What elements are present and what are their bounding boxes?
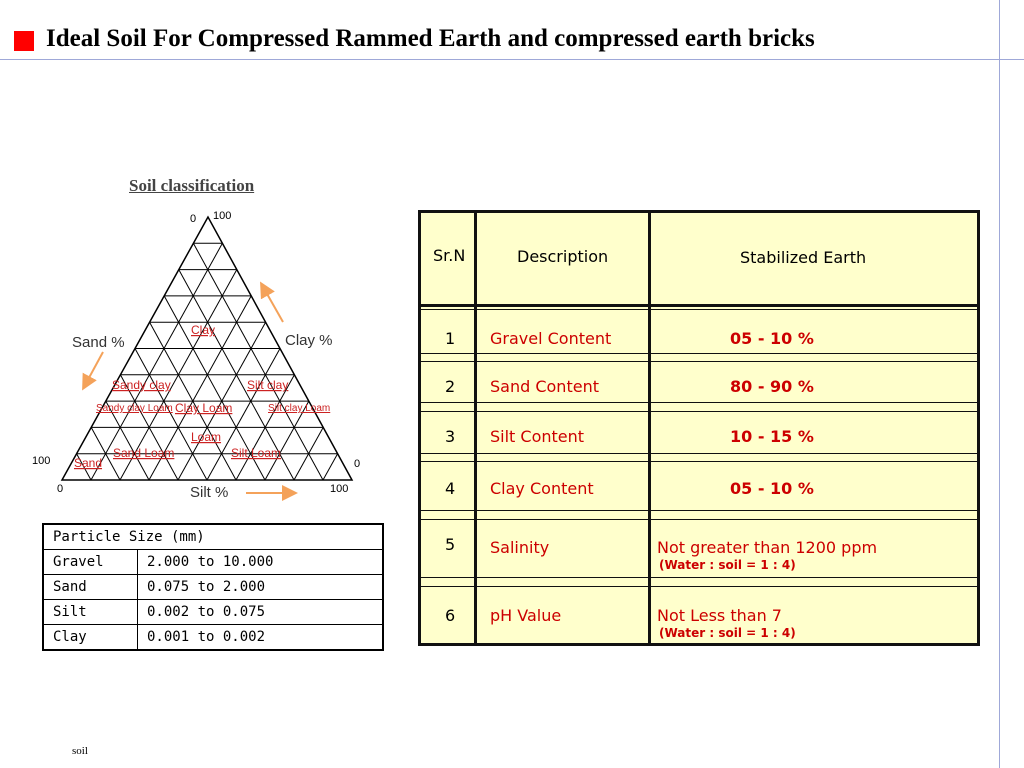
- row-divider: [421, 519, 977, 520]
- row-value: 05 - 10 %: [730, 479, 814, 498]
- particle-range: 0.001 to 0.002: [138, 625, 384, 651]
- particle-range: 0.075 to 2.000: [138, 575, 384, 600]
- row-number: 5: [445, 535, 456, 554]
- region-sandy-clay: Sandy clay: [112, 378, 171, 392]
- table-row: [43, 550, 383, 575]
- row-description: Gravel Content: [490, 329, 612, 348]
- row-number: 3: [445, 427, 456, 446]
- row-divider: [421, 411, 977, 412]
- particle-range: 0.002 to 0.075: [138, 600, 384, 625]
- region-sandy-clay-loam: Sandy clay Loam: [96, 403, 173, 414]
- row-description: Clay Content: [490, 479, 594, 498]
- region-loam: Loam: [191, 430, 222, 444]
- region-silt-clay-loam: Silt clay Loam: [268, 403, 331, 414]
- corner-bottom-right: 100: [330, 483, 349, 495]
- sand-axis-arrow: [84, 352, 103, 387]
- row-divider: [421, 353, 977, 354]
- row-value: 10 - 15 %: [730, 427, 814, 446]
- region-silt-clay: Silt clay: [247, 378, 289, 392]
- row-divider: [421, 453, 977, 454]
- grid-line: [193, 243, 323, 480]
- row-value: Not greater than 1200 ppm: [657, 538, 878, 557]
- region-clay-loam: Clay Loam: [175, 401, 233, 415]
- region-silt-loam: Silt Loam: [231, 446, 282, 460]
- table-row: [43, 625, 383, 651]
- column-divider: [474, 213, 477, 643]
- row-description: Silt Content: [490, 427, 585, 446]
- corner-right-low: 0: [354, 458, 361, 470]
- row-number: 2: [445, 377, 456, 396]
- clay-axis-label: Clay %: [285, 332, 333, 349]
- corner-top-left: 0: [190, 213, 197, 225]
- row-value: 80 - 90 %: [730, 377, 814, 396]
- triangle-caption: Soil classification: [129, 176, 255, 195]
- row-divider: [421, 361, 977, 362]
- stabilized-earth-table: [418, 210, 980, 646]
- row-description: Sand Content: [490, 377, 599, 396]
- row-number: 4: [445, 479, 456, 498]
- table-row: [43, 575, 383, 600]
- row-number: 6: [445, 606, 456, 625]
- clay-axis-arrow: [262, 285, 283, 322]
- row-value: 05 - 10 %: [730, 329, 814, 348]
- row-note: (Water : soil = 1 : 4): [659, 626, 796, 640]
- soil-texture-triangle: [0, 195, 400, 510]
- row-divider: [421, 309, 977, 310]
- region-clay: Clay: [191, 323, 216, 337]
- particle-name: Sand: [43, 575, 138, 600]
- table-row: [43, 600, 383, 625]
- grid-line: [91, 243, 222, 480]
- row-note: (Water : soil = 1 : 4): [659, 558, 796, 572]
- title-divider: [0, 59, 1024, 60]
- silt-axis-label: Silt %: [190, 484, 229, 501]
- sand-axis-label: Sand %: [72, 334, 125, 351]
- corner-top-right: 100: [213, 210, 232, 222]
- row-number: 1: [445, 329, 456, 348]
- region-sand-loam: Sand Loam: [113, 446, 175, 460]
- particle-name: Gravel: [43, 550, 138, 575]
- particle-size-table: [42, 523, 384, 651]
- row-value: Not Less than 7: [657, 606, 782, 625]
- row-divider: [421, 577, 977, 578]
- title-bullet: [14, 31, 34, 51]
- row-description: pH Value: [490, 606, 562, 625]
- particle-table-header: Particle Size (mm): [43, 524, 383, 550]
- header-description: Description: [517, 247, 609, 266]
- row-description: Salinity: [490, 538, 550, 557]
- corner-bottom-left: 0: [57, 483, 64, 495]
- particle-table-header-row: [43, 524, 383, 550]
- grid-line: [323, 454, 338, 480]
- header-srn: Sr.N: [433, 246, 466, 265]
- header-stabilized-earth: Stabilized Earth: [740, 248, 867, 267]
- corner-left-low: 100: [32, 455, 51, 467]
- particle-name: Clay: [43, 625, 138, 651]
- particle-range: 2.000 to 10.000: [138, 550, 384, 575]
- region-sand: Sand: [74, 456, 103, 470]
- row-divider: [421, 586, 977, 587]
- row-divider: [421, 510, 977, 511]
- row-divider: [421, 402, 977, 403]
- row-divider: [421, 461, 977, 462]
- column-divider: [648, 213, 651, 643]
- slide-title: Ideal Soil For Compressed Rammed Earth and compressed earth bricks: [46, 25, 815, 52]
- slide-footer: soil: [72, 745, 88, 757]
- header-divider: [421, 304, 977, 307]
- particle-name: Silt: [43, 600, 138, 625]
- right-margin-line: [999, 0, 1000, 768]
